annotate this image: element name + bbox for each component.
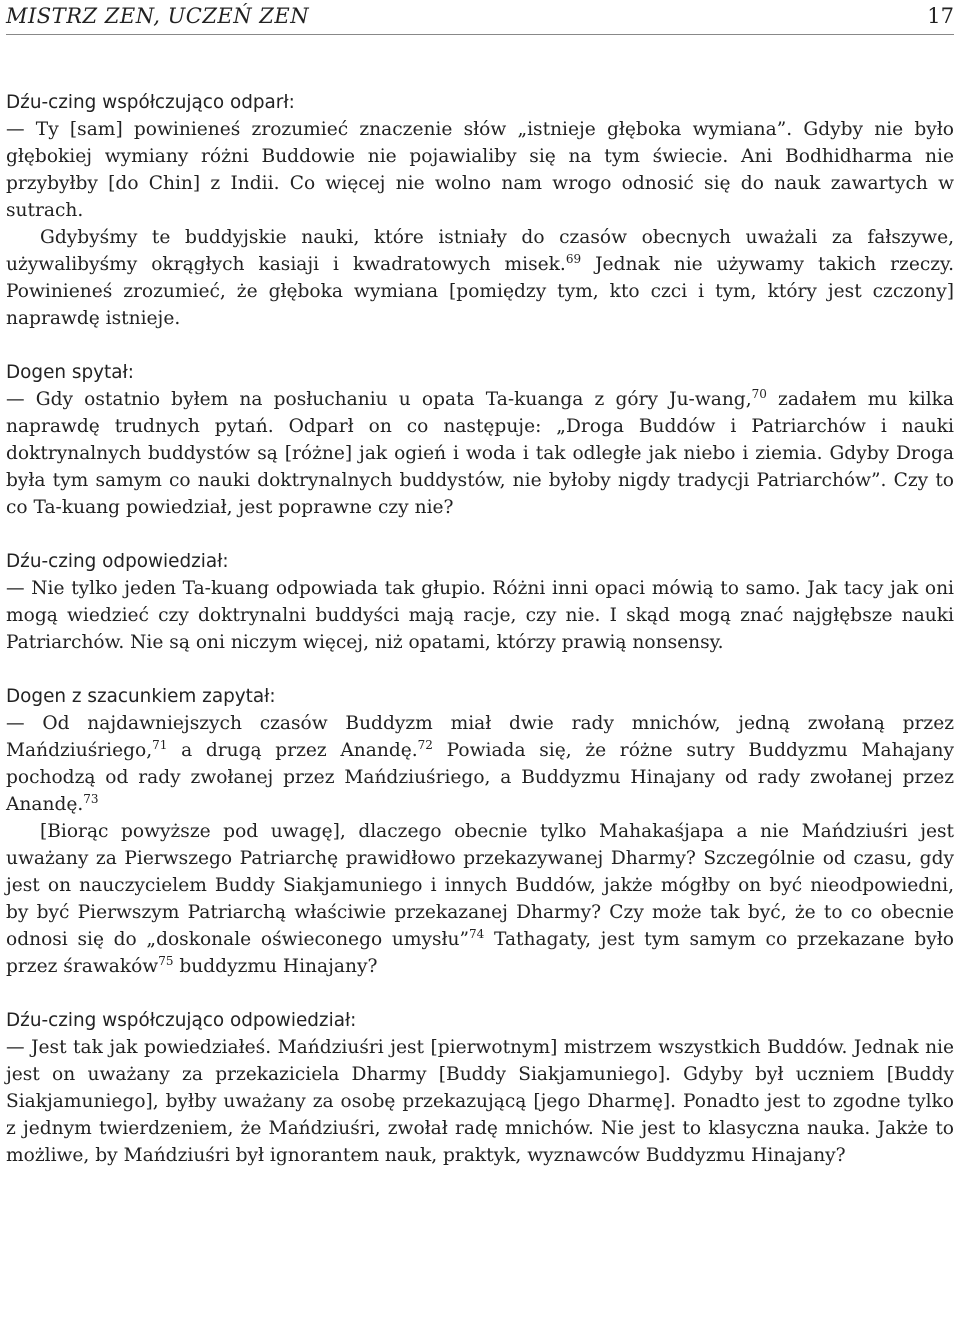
text-run: a drugą przez Anandę. [167, 740, 418, 761]
footnote-marker[interactable]: 72 [417, 737, 433, 752]
paragraph [6, 710, 954, 818]
paragraph [6, 224, 954, 332]
page [6, 0, 954, 1196]
paragraph [6, 575, 954, 656]
text-run: Tathagaty, jest tym samym co przekazane było przez śrawaków [6, 929, 954, 977]
page-number: 17 [927, 4, 954, 28]
paragraph [6, 1034, 954, 1169]
speaker-line: Dźu-czing odpowiedział: [6, 551, 229, 572]
dialogue-section [6, 1007, 954, 1169]
text-run: — Ty [sam] powinieneś zrozumieć znaczenie słów „istnieje głęboka wymiana”. Gdyby nie było głębokiej wymiany różni Buddowie nie pojawialiby się na tym świecie. Ani Bodhidharma nie przybyłby [do Chin] z Indii. Co więcej nie wolno nam wrogo odnosić się do nauk zawartych w sutrach. [6, 119, 954, 221]
dialogue-section [6, 89, 954, 332]
running-title: MISTRZ ZEN, UCZEŃ ZEN [6, 4, 310, 28]
speaker-line: Dogen z szacunkiem zapytał: [6, 686, 276, 707]
footnote-marker[interactable]: 75 [158, 953, 174, 968]
text-run: — Gdy ostatnio byłem na posłuchaniu u opata Ta-kuanga z góry Ju-wang, [6, 389, 752, 410]
body-text [6, 89, 954, 1169]
footnote-marker[interactable]: 73 [83, 791, 99, 806]
paragraph [6, 386, 954, 521]
dialogue-section [6, 683, 954, 980]
footnote-marker[interactable]: 70 [751, 386, 767, 401]
text-run: buddyzmu Hinajany? [173, 956, 378, 977]
speaker-line: Dźu-czing współczująco odparł: [6, 92, 295, 113]
paragraph [6, 116, 954, 224]
text-run: — Jest tak jak powiedziałeś. Mańdziuśri jest [pierwotnym] mistrzem wszystkich Buddów. Jednak nie jest on uważany za przekaziciela Dharmy [Buddy Siakjamuniego]. Gdyby był uczniem [Buddy Siakjamuniego], byłby uważany za osobę przekazującą [jego Dharmę]. Ponadto jest to zgodne tylko z jednym twierdzeniem, że Mańdziuśri, zwołał radę mnichów. Nie jest to klasyczna nauka. Jakże to możliwe, by Mańdziuśri był ignorantem nauk, praktyk, wyznawców Buddyzmu Hinajany? [6, 1037, 954, 1166]
footnote-marker[interactable]: 69 [565, 251, 582, 266]
text-run: zadałem mu kilka naprawdę trudnych pytań. Odparł on co następuje: „Droga Buddów i Patriarchów i nauki doktrynalnych buddystów są [różne] jak ogień i woda i tak odległe jak niebo i ziemia. Gdyby Droga była tym samym co nauki doktrynalnych buddystów, nie byłoby nigdy tradycji Patriarchów”. Czy to co Ta-kuang powiedział, jest poprawne czy nie? [6, 389, 955, 518]
speaker-line: Dźu-czing współczująco odpowiedział: [6, 1010, 357, 1031]
paragraph [6, 818, 954, 980]
text-run: — Nie tylko jeden Ta-kuang odpowiada tak głupio. Różni inni opaci mówią to samo. Jak tacy jak oni mogą wiedzieć czy doktrynalni buddyści mają racje, czy nie. I skąd mogą znać najgłębsze nauki Patriarchów. Nie są oni niczym więcej, niż opatami, którzy prawią nonsensy. [6, 578, 954, 653]
text-run: [Biorąc powyższe pod uwagę], dlaczego obecnie tylko Mahakaśjapa a nie Mańdziuśri jest uważany za Pierwszego Patriarchę prawidłowo przekazywanej Dharmy? Szczególnie od czasu, gdy jest on nauczycielem Buddy Siakjamuniego i innych Buddów, jakże mógłby on być nieodpowiedni, by być Pierwszym Patriarchą właściwie przekazanej Dharmy? Czy może tak być, że to co obecnie odnosi się do „doskonale oświeconego umysłu” [6, 821, 954, 950]
text-run: Jednak nie używamy takich rzeczy. Powinieneś zrozumieć, że głęboka wymiana [pomiędzy tym, kto czci i tym, który jest czczony] naprawdę istnieje. [6, 254, 954, 329]
text-run: Gdybyśmy te buddyjskie nauki, które istniały do czasów obecnych uważali za fałszywe, używalibyśmy okrągłych kasiaji i kwadratowych misek. [6, 227, 954, 275]
running-header [6, 0, 954, 35]
speaker-line: Dogen spytał: [6, 362, 134, 383]
footnote-marker[interactable]: 74 [469, 926, 485, 941]
text-run: Powiada się, że różne sutry Buddyzmu Mahajany pochodzą od rady zwołanej przez Mańdziuśriego, a Buddyzmu Hinajany od rady zwołanej przez Anandę. [6, 740, 954, 815]
dialogue-section [6, 548, 954, 656]
text-run: — Od najdawniejszych czasów Buddyzm miał dwie rady mnichów, jedną zwołaną przez Mańdziuśriego, [6, 713, 954, 761]
footnote-marker[interactable]: 71 [152, 737, 168, 752]
dialogue-section [6, 359, 954, 521]
